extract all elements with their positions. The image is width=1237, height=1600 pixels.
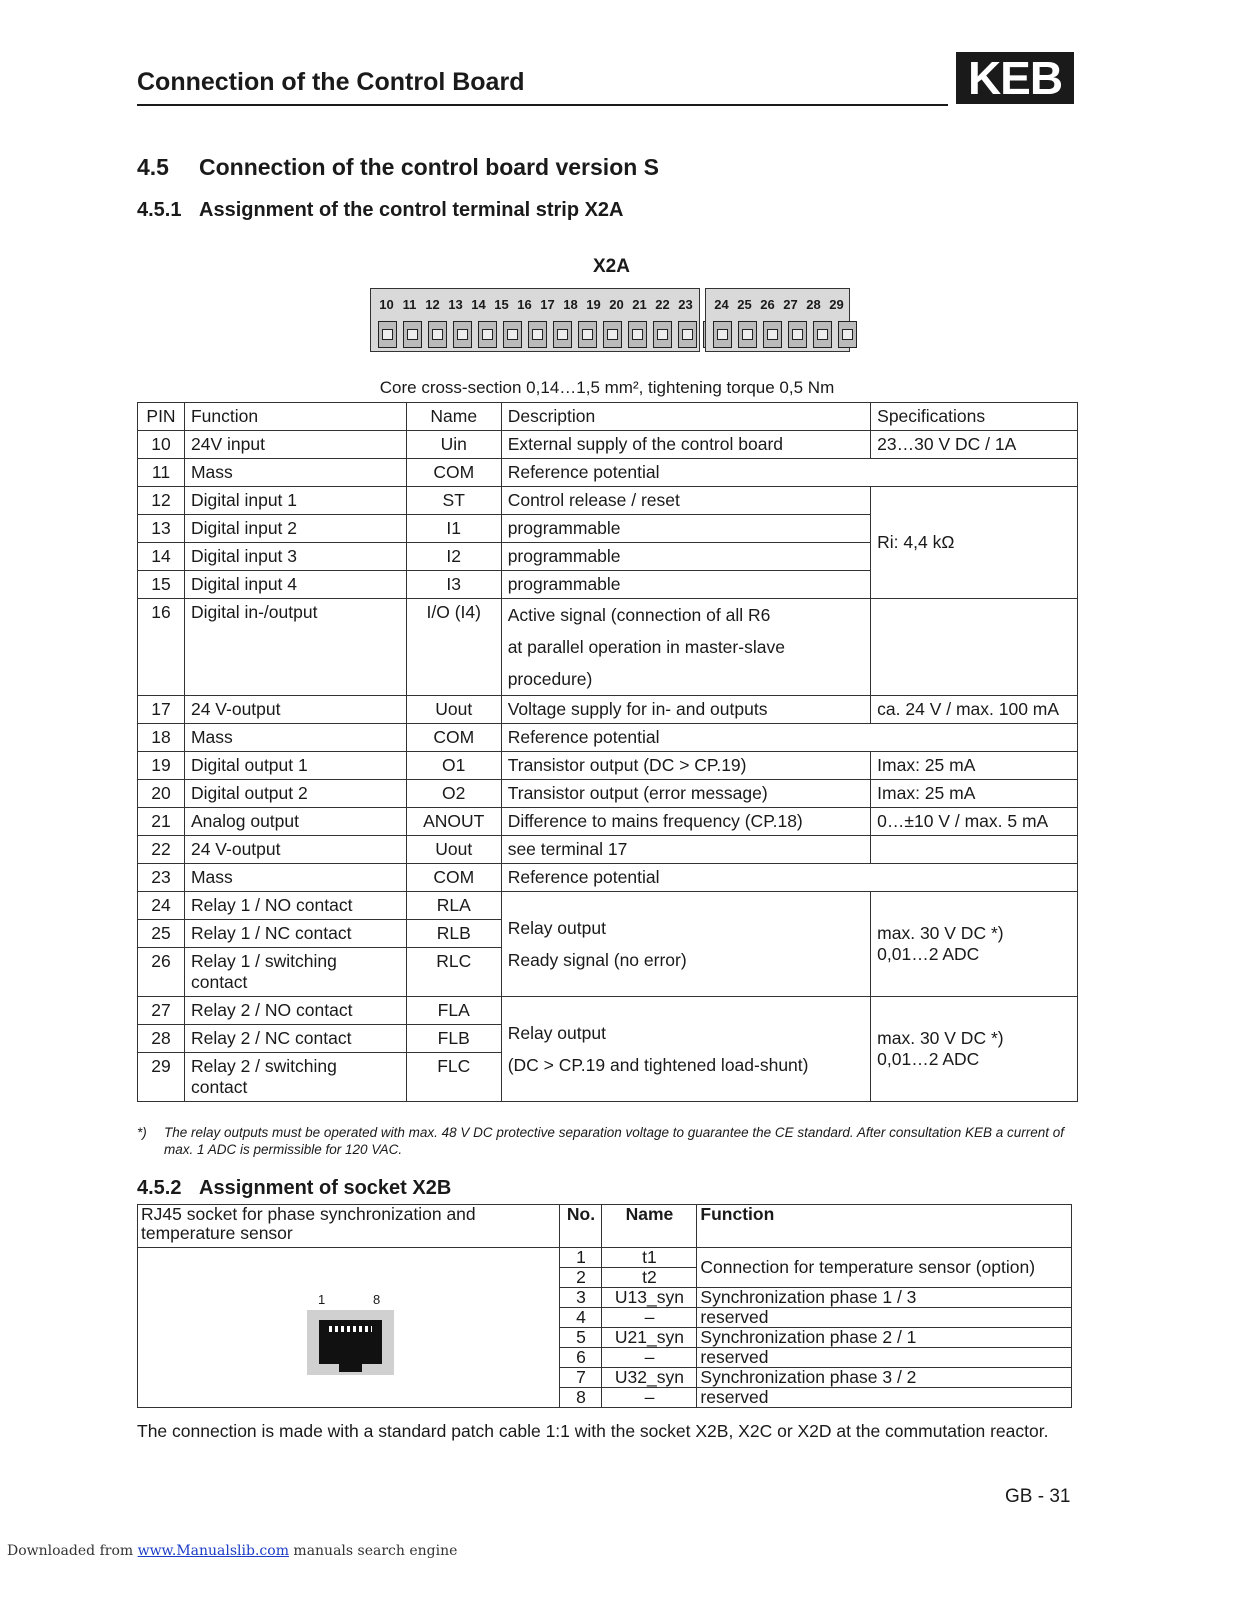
terminal-screw-icon bbox=[788, 321, 807, 348]
spec-cell bbox=[871, 836, 1078, 864]
table-row bbox=[138, 808, 1078, 836]
terminal-number: 11 bbox=[402, 297, 417, 312]
terminal-screw-icon bbox=[603, 321, 622, 348]
subsection-heading-x2a bbox=[137, 199, 624, 222]
header-function: Function bbox=[184, 403, 406, 431]
terminal-number: 16 bbox=[517, 297, 532, 312]
terminal-number: 15 bbox=[494, 297, 509, 312]
description-cell: Reference potential bbox=[501, 724, 1077, 752]
spec-cell: ca. 24 V / max. 100 mA bbox=[871, 696, 1078, 724]
table-header-row bbox=[138, 403, 1078, 431]
relay2-description bbox=[501, 997, 870, 1102]
name-cell: COM bbox=[406, 724, 501, 752]
name-cell: U32_syn bbox=[602, 1368, 697, 1388]
footnote bbox=[137, 1124, 1077, 1158]
function-cell: Mass bbox=[184, 459, 406, 487]
strip-caption: Core cross-section 0,14…1,5 mm², tightening torque 0,5 Nm bbox=[379, 378, 835, 397]
no-cell: 7 bbox=[560, 1368, 602, 1388]
header-description: Description bbox=[501, 403, 870, 431]
terminal-screw-icon bbox=[678, 321, 697, 348]
terminal-screw-icon bbox=[738, 321, 757, 348]
terminal-number: 20 bbox=[609, 297, 624, 312]
header-name: Name bbox=[602, 1205, 697, 1248]
name-cell: U21_syn bbox=[602, 1328, 697, 1348]
function-cell: Relay 1 / NO contact bbox=[184, 892, 406, 920]
name-cell: COM bbox=[406, 459, 501, 487]
spec-cell-ri: Ri: 4,4 kΩ bbox=[871, 487, 1078, 599]
pin-cell: 17 bbox=[138, 696, 185, 724]
function-cell: Digital input 4 bbox=[184, 571, 406, 599]
no-cell: 1 bbox=[560, 1248, 602, 1268]
function-cell: Mass bbox=[184, 864, 406, 892]
pin-cell: 13 bbox=[138, 515, 185, 543]
description-cell: programmable bbox=[501, 515, 870, 543]
x2a-assignment-table bbox=[137, 402, 1078, 1102]
pin-cell: 26 bbox=[138, 948, 185, 997]
terminal-number: 28 bbox=[806, 297, 821, 312]
pin-cell: 16 bbox=[138, 599, 185, 696]
no-cell: 3 bbox=[560, 1288, 602, 1308]
terminal-strip-group2 bbox=[705, 288, 850, 352]
header-name: Name bbox=[406, 403, 501, 431]
pin-cell: 29 bbox=[138, 1053, 185, 1102]
terminal-number: 24 bbox=[714, 297, 729, 312]
table-row bbox=[138, 724, 1078, 752]
running-header-title: Connection of the Control Board bbox=[137, 68, 525, 96]
header-function: Function bbox=[697, 1205, 1072, 1248]
description-line: procedure) bbox=[507, 669, 593, 689]
terminal-number: 22 bbox=[655, 297, 670, 312]
header-no: No. bbox=[560, 1205, 602, 1248]
no-cell: 6 bbox=[560, 1348, 602, 1368]
pin-cell: 27 bbox=[138, 997, 185, 1025]
download-footer bbox=[7, 1543, 457, 1559]
table-row bbox=[138, 1248, 1072, 1268]
terminal-screw-icon bbox=[553, 321, 572, 348]
spec-line: max. 30 V DC *) bbox=[877, 1028, 1004, 1048]
subsection-title: Assignment of socket X2B bbox=[199, 1177, 452, 1199]
function-cell: reserved bbox=[697, 1348, 1072, 1368]
spec-cell: 0…±10 V / max. 5 mA bbox=[871, 808, 1078, 836]
pin-cell: 28 bbox=[138, 1025, 185, 1053]
terminal-number: 23 bbox=[678, 297, 693, 312]
pin-cell: 19 bbox=[138, 752, 185, 780]
footer-prefix: Downloaded from bbox=[7, 1543, 138, 1559]
description-line: Active signal (connection of all R6 bbox=[507, 605, 771, 625]
pin-cell: 15 bbox=[138, 571, 185, 599]
function-cell: 24V input bbox=[184, 431, 406, 459]
table-row bbox=[138, 599, 1078, 696]
name-cell: O1 bbox=[406, 752, 501, 780]
description-cell: programmable bbox=[501, 543, 870, 571]
relay1-description bbox=[501, 892, 870, 997]
connection-paragraph: The connection is made with a standard patch cable 1:1 with the socket X2B, X2C or X2D at the commutation reactor. bbox=[137, 1421, 1049, 1441]
table-row bbox=[138, 864, 1078, 892]
description-cell: see terminal 17 bbox=[501, 836, 870, 864]
section-title: Connection of the control board version S bbox=[199, 154, 660, 180]
x2a-label: X2A bbox=[593, 256, 630, 277]
function-cell: Relay 1 / NC contact bbox=[184, 920, 406, 948]
description-line: Ready signal (no error) bbox=[507, 950, 687, 970]
terminal-number: 21 bbox=[632, 297, 647, 312]
terminal-screw-icon bbox=[503, 321, 522, 348]
spec-cell: Imax: 25 mA bbox=[871, 780, 1078, 808]
name-cell: RLC bbox=[406, 948, 501, 997]
function-cell: reserved bbox=[697, 1308, 1072, 1328]
description-line: (DC > CP.19 and tightened load-shunt) bbox=[507, 1055, 809, 1075]
description-cell: Difference to mains frequency (CP.18) bbox=[501, 808, 870, 836]
table-row bbox=[138, 431, 1078, 459]
description-cell: Reference potential bbox=[501, 459, 1077, 487]
spec-cell bbox=[871, 599, 1078, 696]
terminal-number: 18 bbox=[563, 297, 578, 312]
terminal-screw-icon bbox=[713, 321, 732, 348]
table-header-row bbox=[138, 1205, 1072, 1248]
x2b-intro: RJ45 socket for phase synchronization and temperature sensor bbox=[138, 1205, 560, 1248]
function-cell: Synchronization phase 3 / 2 bbox=[697, 1368, 1072, 1388]
table-row bbox=[138, 892, 1078, 920]
terminal-screw-icon bbox=[403, 321, 422, 348]
function-cell: Digital input 3 bbox=[184, 543, 406, 571]
rj45-socket-body bbox=[319, 1320, 382, 1364]
name-cell: FLC bbox=[406, 1053, 501, 1102]
name-cell: I2 bbox=[406, 543, 501, 571]
table-row bbox=[138, 696, 1078, 724]
terminal-number: 26 bbox=[760, 297, 775, 312]
function-cell: Relay 2 / NC contact bbox=[184, 1025, 406, 1053]
name-cell: Uout bbox=[406, 696, 501, 724]
name-cell: O2 bbox=[406, 780, 501, 808]
function-cell: reserved bbox=[697, 1388, 1072, 1408]
table-row bbox=[138, 752, 1078, 780]
manualslib-link[interactable]: www.Manualslib.com bbox=[137, 1543, 289, 1559]
terminal-screw-icon bbox=[453, 321, 472, 348]
subsection-number: 4.5.2 bbox=[137, 1177, 182, 1199]
terminal-number: 10 bbox=[379, 297, 394, 312]
terminal-number: 25 bbox=[737, 297, 752, 312]
function-cell: Connection for temperature sensor (option) bbox=[697, 1248, 1072, 1288]
socket-pin-label-1: 1 bbox=[318, 1292, 326, 1307]
table-row bbox=[138, 459, 1078, 487]
description-cell bbox=[501, 599, 870, 696]
name-cell: – bbox=[602, 1388, 697, 1408]
description-cell: programmable bbox=[501, 571, 870, 599]
name-cell: ANOUT bbox=[406, 808, 501, 836]
terminal-number: 17 bbox=[540, 297, 555, 312]
subsection-heading-x2b bbox=[137, 1177, 451, 1200]
terminal-number: 13 bbox=[448, 297, 463, 312]
pin-cell: 22 bbox=[138, 836, 185, 864]
name-cell: – bbox=[602, 1308, 697, 1328]
terminal-screw-icon bbox=[628, 321, 647, 348]
terminal-screw-icon bbox=[378, 321, 397, 348]
no-cell: 2 bbox=[560, 1268, 602, 1288]
name-cell: U13_syn bbox=[602, 1288, 697, 1308]
spec-cell: 23…30 V DC / 1A bbox=[871, 431, 1078, 459]
name-cell: t1 bbox=[602, 1248, 697, 1268]
no-cell: 5 bbox=[560, 1328, 602, 1348]
description-line: Relay output bbox=[507, 1023, 606, 1043]
subsection-title: Assignment of the control terminal strip X2A bbox=[199, 199, 624, 221]
section-heading bbox=[137, 154, 659, 181]
terminal-screw-icon bbox=[528, 321, 547, 348]
function-cell: Digital in-/output bbox=[184, 599, 406, 696]
subsection-number: 4.5.1 bbox=[137, 199, 182, 221]
terminal-screw-icon bbox=[763, 321, 782, 348]
name-cell: FLA bbox=[406, 997, 501, 1025]
pin-cell: 23 bbox=[138, 864, 185, 892]
terminal-screw-icon bbox=[838, 321, 857, 348]
header-rule bbox=[137, 104, 948, 106]
terminal-screw-icon bbox=[653, 321, 672, 348]
x2b-assignment-table bbox=[137, 1204, 1072, 1408]
terminal-screw-icon bbox=[428, 321, 447, 348]
pin-cell: 24 bbox=[138, 892, 185, 920]
function-cell: Digital output 2 bbox=[184, 780, 406, 808]
function-cell: Relay 2 / switching contact bbox=[184, 1053, 406, 1102]
terminal-number: 12 bbox=[425, 297, 440, 312]
description-cell: External supply of the control board bbox=[501, 431, 870, 459]
terminal-screw-icon bbox=[813, 321, 832, 348]
no-cell: 8 bbox=[560, 1388, 602, 1408]
function-cell: Synchronization phase 1 / 3 bbox=[697, 1288, 1072, 1308]
pin-cell: 25 bbox=[138, 920, 185, 948]
pin-cell: 12 bbox=[138, 487, 185, 515]
function-cell: Digital output 1 bbox=[184, 752, 406, 780]
keb-logo: KEB bbox=[956, 52, 1074, 104]
function-cell: Synchronization phase 2 / 1 bbox=[697, 1328, 1072, 1348]
function-cell: Relay 2 / NO contact bbox=[184, 997, 406, 1025]
socket-pin-label-8: 8 bbox=[373, 1292, 381, 1307]
footer-suffix: manuals search engine bbox=[288, 1543, 458, 1559]
function-cell: Relay 1 / switching contact bbox=[184, 948, 406, 997]
name-cell: RLB bbox=[406, 920, 501, 948]
description-cell: Voltage supply for in- and outputs bbox=[501, 696, 870, 724]
description-cell: Control release / reset bbox=[501, 487, 870, 515]
pin-cell: 18 bbox=[138, 724, 185, 752]
function-cell: Analog output bbox=[184, 808, 406, 836]
pin-cell: 10 bbox=[138, 431, 185, 459]
function-cell: 24 V-output bbox=[184, 696, 406, 724]
footnote-mark: *) bbox=[137, 1125, 147, 1140]
relay2-spec bbox=[871, 997, 1078, 1102]
spec-cell: Imax: 25 mA bbox=[871, 752, 1078, 780]
function-cell: Digital input 1 bbox=[184, 487, 406, 515]
spec-line: 0,01…2 ADC bbox=[877, 944, 980, 964]
description-line: at parallel operation in master-slave bbox=[507, 637, 785, 657]
name-cell: Uout bbox=[406, 836, 501, 864]
rj45-latch-slot bbox=[339, 1362, 362, 1372]
header-specifications: Specifications bbox=[871, 403, 1078, 431]
spec-line: max. 30 V DC *) bbox=[877, 923, 1004, 943]
table-row bbox=[138, 836, 1078, 864]
function-cell: Mass bbox=[184, 724, 406, 752]
name-cell: I3 bbox=[406, 571, 501, 599]
rj45-contacts bbox=[329, 1326, 372, 1332]
name-cell: ST bbox=[406, 487, 501, 515]
section-number: 4.5 bbox=[137, 154, 169, 180]
pin-cell: 21 bbox=[138, 808, 185, 836]
page-number: GB - 31 bbox=[1005, 1486, 1071, 1507]
name-cell: I/O (I4) bbox=[406, 599, 501, 696]
name-cell: RLA bbox=[406, 892, 501, 920]
header-pin: PIN bbox=[138, 403, 185, 431]
footnote-text: The relay outputs must be operated with max. 48 V DC protective separation voltage to guarantee the CE standard. After consultation KEB a current of max. 1 ADC is permissible for 120 VAC. bbox=[164, 1125, 1064, 1157]
pin-cell: 14 bbox=[138, 543, 185, 571]
pin-cell: 20 bbox=[138, 780, 185, 808]
name-cell: I1 bbox=[406, 515, 501, 543]
table-row bbox=[138, 780, 1078, 808]
name-cell: FLB bbox=[406, 1025, 501, 1053]
table-row bbox=[138, 997, 1078, 1025]
spec-line: 0,01…2 ADC bbox=[877, 1049, 980, 1069]
rj45-socket-icon bbox=[307, 1310, 394, 1375]
name-cell: – bbox=[602, 1348, 697, 1368]
terminal-screw-icon bbox=[478, 321, 497, 348]
terminal-number: 29 bbox=[829, 297, 844, 312]
description-cell: Transistor output (DC > CP.19) bbox=[501, 752, 870, 780]
description-line: Relay output bbox=[507, 918, 606, 938]
terminal-number: 19 bbox=[586, 297, 601, 312]
relay1-spec bbox=[871, 892, 1078, 997]
function-cell: 24 V-output bbox=[184, 836, 406, 864]
name-cell: COM bbox=[406, 864, 501, 892]
table-row bbox=[138, 487, 1078, 515]
terminal-screw-icon bbox=[578, 321, 597, 348]
function-cell: Digital input 2 bbox=[184, 515, 406, 543]
terminal-strip-group1 bbox=[370, 288, 700, 352]
terminal-number: 27 bbox=[783, 297, 798, 312]
terminal-number: 14 bbox=[471, 297, 486, 312]
pin-cell: 11 bbox=[138, 459, 185, 487]
no-cell: 4 bbox=[560, 1308, 602, 1328]
description-cell: Transistor output (error message) bbox=[501, 780, 870, 808]
name-cell: Uin bbox=[406, 431, 501, 459]
description-cell: Reference potential bbox=[501, 864, 1077, 892]
name-cell: t2 bbox=[602, 1268, 697, 1288]
